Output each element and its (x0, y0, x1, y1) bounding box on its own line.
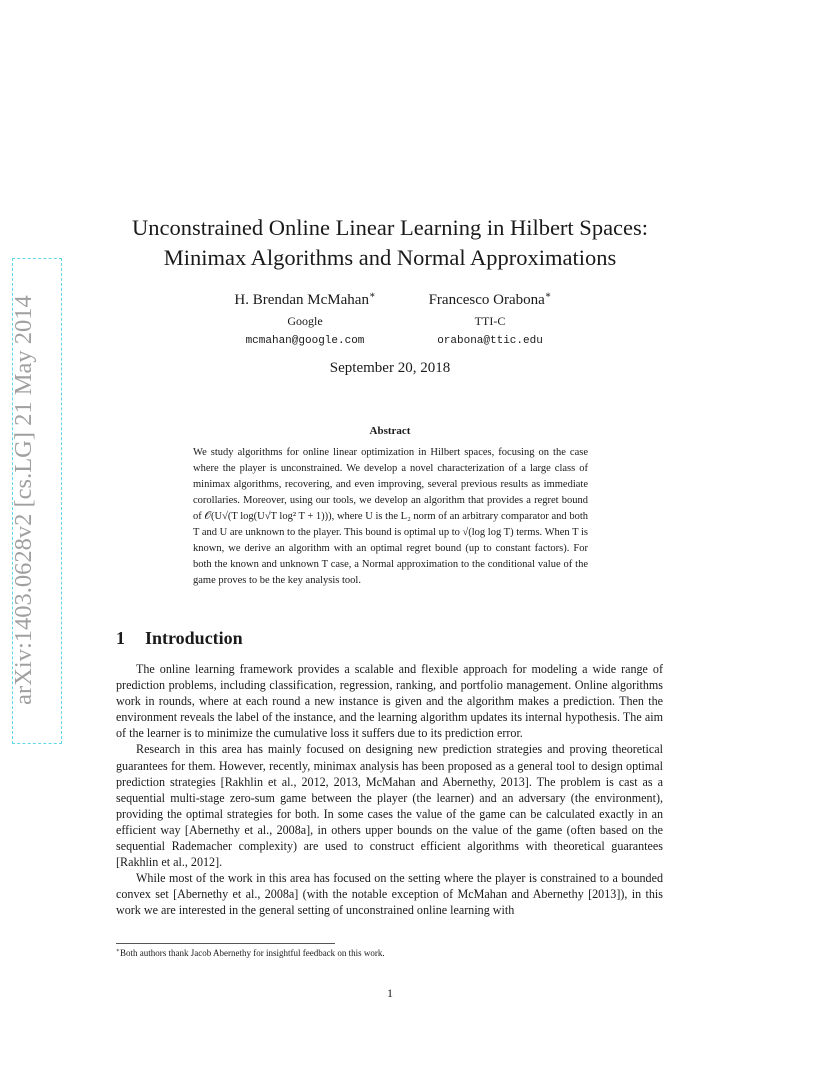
publication-date: September 20, 2018 (329, 360, 451, 376)
paragraph: Research in this area has mainly focused on designing new prediction strategies and proving theoretical guarantees for them. However, recently, minimax analysis has been proposed as a general tool to design optimal prediction strategies [Rakhlin et al., 2012, 2013, McMahan and Abernethy, 2013]. The problem is cast as a sequential multi-stage zero-sum game between the player (the learner) and an adversary (the environment), providing the optimal strategies for both. In some cases the value of the game can be calculated exactly in an efficient way [Abernethy et al., 2008a], in others upper bounds on the value of the game (often based on the sequential Rademacher complexity) are used to construct efficient algorithms with theoretical guarantees [Rakhlin et al., 2012]. (116, 742, 663, 870)
footnote-mark: ∗ (116, 948, 120, 954)
abstract-heading: Abstract (369, 425, 411, 437)
author-block-1 (205, 290, 405, 349)
author-email[interactable]: mcmahan@google.com (245, 335, 365, 347)
author-block-2 (390, 290, 590, 349)
paper-title (100, 213, 680, 273)
arxiv-identifier: arXiv:1403.0628v2 [cs.LG] 21 May 2014 (10, 295, 37, 705)
paragraph: The online learning framework provides a scalable and flexible approach for modeling a wide range of prediction problems, including classification, regression, ranking, and portfolio management. Online algorithms work in rounds, where at each round a new instance is given and the algorithm makes a prediction. Then the environment reveals the label of the instance, and the learning algorithm updates its internal hypothesis. The aim of the learner is to minimize the cumulative loss it suffers due to its prediction error. (116, 662, 663, 741)
footnote-mark: ∗ (544, 290, 552, 301)
title-line-1: Unconstrained Online Linear Learning in Hilbert Spaces: (131, 215, 649, 240)
abstract-text: We study algorithms for online linear optimization in Hilbert spaces, focusing on the case where the player is unconstrained. We develop a novel characterization of a large class of minimax algorithms, recovering, and even improving, several previous results as immediate corollaries. Moreover, using our tools, we develop an algorithm that provides a regret bound of 𝒪(U√(T log(U√T log² T + 1))), where U is the L₂ norm of an arbitrary comparator and both T and U are unknown to the player. This bound is optimal up to √(log log T) terms. When T is known, we derive an algorithm with an optimal regret bound (up to constant factors). For both the known and unknown T case, a Normal approximation to the conditional value of the game proves to be the key analysis tool. (193, 447, 588, 586)
author-affiliation: Google (287, 314, 323, 328)
section-number: 1 (116, 628, 125, 648)
section-heading (116, 626, 243, 650)
footnote-text: Both authors thank Jacob Abernethy for insightful feedback on this work. (119, 948, 385, 958)
page-number: 1 (387, 986, 393, 1000)
footnote-mark: ∗ (368, 290, 376, 301)
author-email[interactable]: orabona@ttic.edu (437, 335, 543, 347)
author-name: Francesco Orabona (428, 292, 545, 308)
title-line-2: Minimax Algorithms and Normal Approximations (163, 245, 617, 270)
footnote (116, 946, 663, 960)
footnote-rule (116, 943, 335, 944)
body-text (116, 661, 663, 919)
section-title: Introduction (145, 628, 243, 648)
paragraph: While most of the work in this area has focused on the setting where the player is constrained to a bounded convex set [Abernethy et al., 2008a] (with the notable exception of McMahan and Abernethy [2013]), in this work we are interested in the general setting of unconstrained online learning with (116, 871, 663, 918)
author-name: H. Brendan McMahan (234, 292, 369, 308)
author-affiliation: TTI-C (474, 314, 506, 328)
